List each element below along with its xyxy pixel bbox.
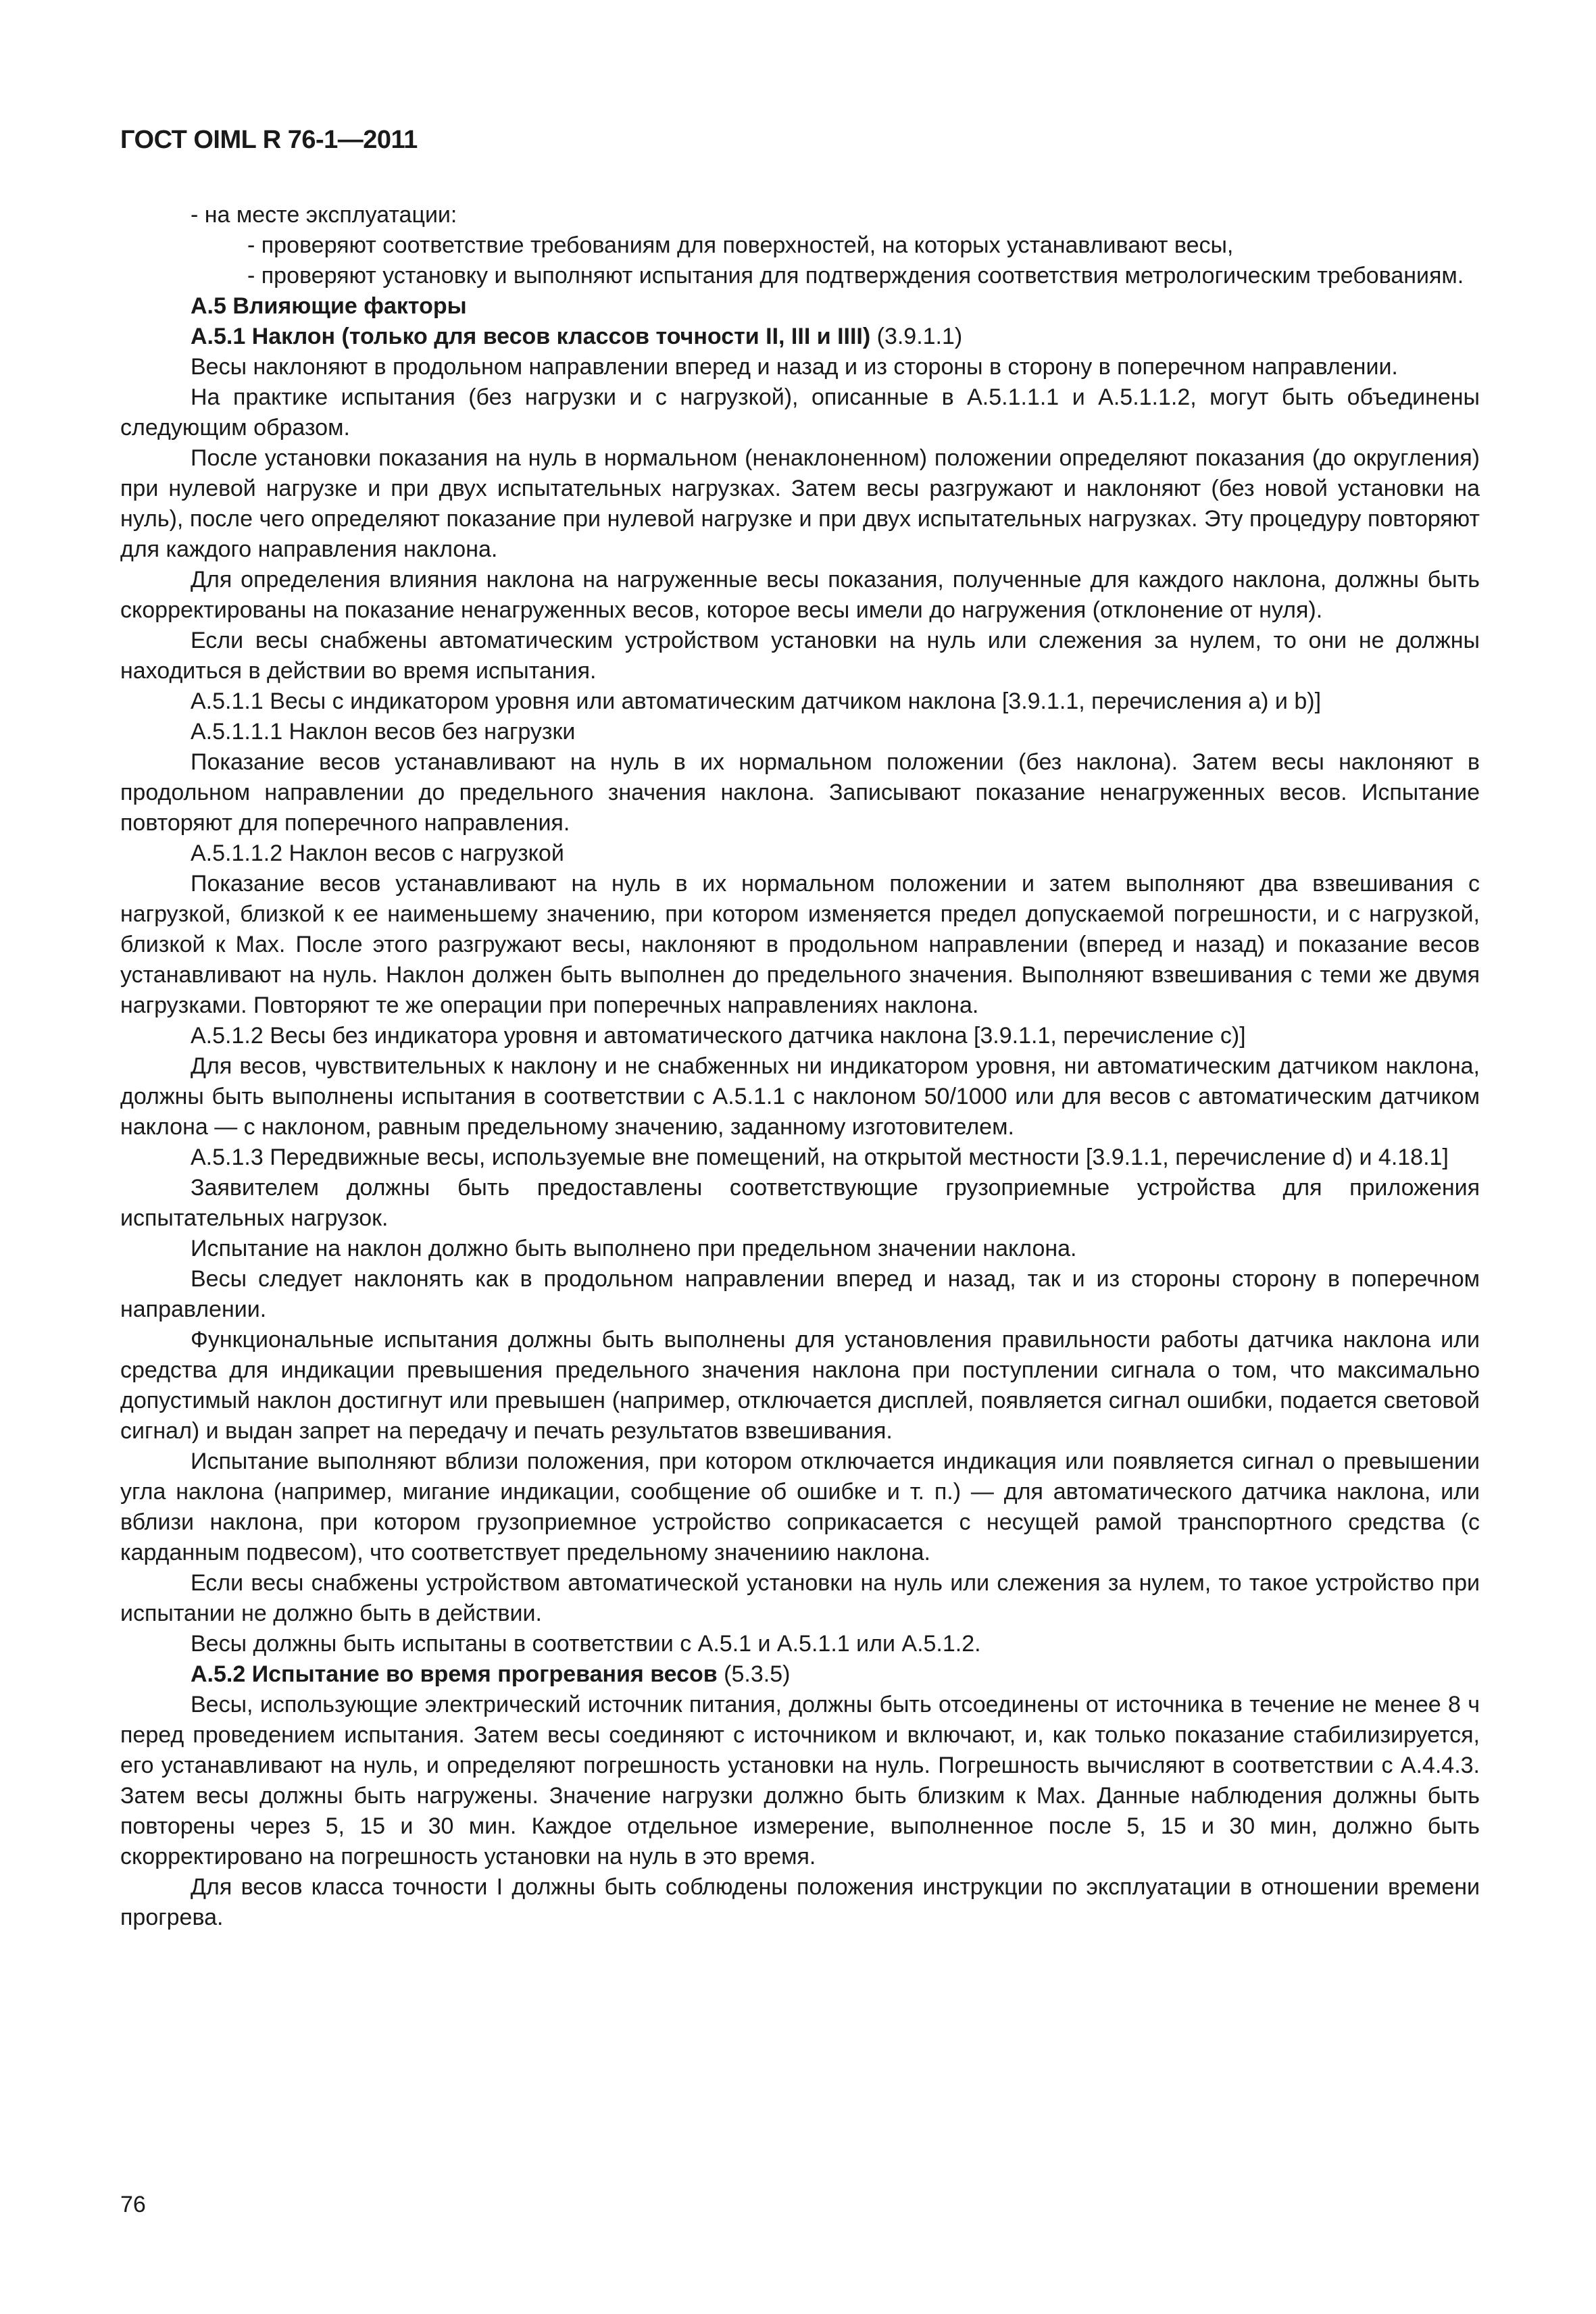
paragraph (120, 1872, 1480, 1933)
paragraph (120, 1234, 1480, 1264)
paragraph-text: Испытание на наклон должно быть выполнено при предельном значении наклона. (191, 1236, 1077, 1261)
paragraph-text: А.5.1.1.2 Наклон весов с нагрузкой (191, 840, 564, 866)
paragraph (120, 443, 1480, 565)
paragraph-text: - проверяют соответствие требованиям для поверхностей, на которых устанавливают весы, (247, 232, 1234, 258)
paragraph (120, 565, 1480, 626)
section-heading: А.5 Влияющие факторы (191, 293, 467, 319)
paragraph (120, 1021, 1480, 1051)
paragraph (120, 1690, 1480, 1872)
paragraph-text: А.5.1.2 Весы без индикатора уровня и автоматического датчика наклона [3.9.1.1, перечисление с)] (191, 1023, 1246, 1049)
paragraph (120, 1142, 1480, 1173)
paragraph (120, 1659, 1480, 1690)
paragraph (120, 382, 1480, 443)
paragraph-text: На практике испытания (без нагрузки и с нагрузкой), описанные в А.5.1.1.1 и А.5.1.1.2, могут быть объединены следующим образом. (120, 384, 1480, 441)
paragraph (120, 261, 1480, 291)
paragraph-text: Для весов класса точности I должны быть соблюдены положения инструкции по эксплуатации в отношении времени прогрева. (120, 1874, 1480, 1930)
document-body (120, 200, 1480, 1933)
paragraph (120, 322, 1480, 352)
paragraph-text: - на месте эксплуатации: (191, 202, 457, 228)
paragraph-text: - проверяют установку и выполняют испытания для подтверждения соответствия метрологическим требованиям. (247, 263, 1464, 288)
document-header: ГОСТ OIML R 76-1—2011 (120, 126, 418, 154)
paragraph-text: Весы следует наклонять как в продольном направлении вперед и назад, так и из стороны сторону в поперечном направлении. (120, 1266, 1480, 1322)
paragraph (120, 1051, 1480, 1142)
paragraph (120, 626, 1480, 686)
paragraph (120, 869, 1480, 1021)
paragraph-text: А.5.1.1 Весы с индикатором уровня или автоматическим датчиком наклона [3.9.1.1, перечисления а) и b)] (191, 688, 1322, 714)
paragraph-text: Весы, использующие электрический источник питания, должны быть отсоединены от источника в течение не менее 8 ч перед проведением испытания. Затем весы соединяют с источником и включают, и, как только показание стабилизируется, его устанавливают на нуль, и определяют погрешность установки на нуль. Погрешность вычисляют в соответствии с А.4.4.3. Затем весы должны быть нагружены. Значение нагрузки должно быть близким к Max. Данные наблюдения должны быть повторены через 5, 15 и 30 мин. Каждое отдельное измерение, выполненное после 5, 15 и 30 мин, должно быть скорректировано на погрешность установки на нуль в это время. (120, 1692, 1480, 1869)
paragraph-text: (5.3.5) (717, 1661, 791, 1687)
paragraph-text: Весы наклоняют в продольном направлении вперед и назад и из стороны в сторону в поперечном направлении. (191, 354, 1398, 380)
paragraph-text: Если весы снабжены устройством автоматической установки на нуль или слежения за нулем, то такое устройство при испытании не должно быть в действии. (120, 1570, 1480, 1626)
paragraph-text: Функциональные испытания должны быть выполнены для установления правильности работы датчика наклона или средства для индикации превышения предельного значения наклона при поступлении сигнала о том, что максимально допустимый наклон достигнут или превышен (например, отключается дисплей, появляется сигнал ошибки, подается световой сигнал) и выдан запрет на передачу и печать результатов взвешивания. (120, 1327, 1480, 1444)
paragraph-text: Испытание выполняют вблизи положения, при котором отключается индикация или появляется сигнал о превышении угла наклона (например, мигание индикации, сообщение об ошибке и т. п.) — для автоматического датчика наклона, или вблизи наклона, при котором грузоприемное устройство соприкасается с несущей рамой транспортного средства (с карданным подвесом), что соответствует предельному значениию наклона. (120, 1449, 1480, 1565)
paragraph-text: Если весы снабжены автоматическим устройством установки на нуль или слежения за нулем, то они не должны находиться в действии во время испытания. (120, 628, 1480, 684)
section-heading: А.5.1 Наклон (только для весов классов точности II, III и IIII) (191, 324, 871, 349)
paragraph-text: Показание весов устанавливают на нуль в их нормальном положении (без наклона). Затем весы наклоняют в продольном направлении до предельного значения наклона. Записывают показание ненагруженных весов. Испытание повторяют для поперечного направления. (120, 749, 1480, 836)
paragraph-text: Для определения влияния наклона на нагруженные весы показания, полученные для каждого наклона, должны быть скорректированы на показание ненагруженных весов, которое весы имели до нагружения (отклонение от нуля). (120, 567, 1480, 623)
paragraph (120, 717, 1480, 747)
paragraph-text: А.5.1.3 Передвижные весы, используемые вне помещений, на открытой местности [3.9.1.1, перечисление d) и 4.18.1] (191, 1145, 1449, 1170)
paragraph (120, 200, 1480, 230)
paragraph (120, 1325, 1480, 1447)
paragraph-text: (3.9.1.1) (870, 324, 963, 349)
paragraph-text: Заявителем должны быть предоставлены соответствующие грузоприемные устройства для приложения испытательных нагрузок. (120, 1175, 1480, 1231)
section-heading: А.5.2 Испытание во время прогревания весов (191, 1661, 718, 1687)
paragraph (120, 747, 1480, 838)
paragraph (120, 1629, 1480, 1659)
paragraph (120, 686, 1480, 717)
paragraph-text: Для весов, чувствительных к наклону и не снабженных ни индикатором уровня, ни автоматическим датчиком наклона, должны быть выполнены испытания в соответствии с А.5.1.1 с наклоном 50/1000 или для весов с автоматическим датчиком наклона — с наклоном, равным предельному значению, заданному изготовителем. (120, 1053, 1480, 1140)
paragraph (120, 352, 1480, 382)
paragraph (120, 838, 1480, 869)
paragraph (120, 1264, 1480, 1325)
paragraph-text: После установки показания на нуль в нормальном (ненаклоненном) положении определяют показания (до округления) при нулевой нагрузке и при двух испытательных нагрузках. Затем весы разгружают и наклоняют (без новой установки на нуль), после чего определяют показание при нулевой нагрузке и при двух испытательных нагрузках. Эту процедуру повторяют для каждого направления наклона. (120, 445, 1480, 562)
paragraph (120, 291, 1480, 322)
paragraph-text: Весы должны быть испытаны в соответствии с А.5.1 и А.5.1.1 или А.5.1.2. (191, 1631, 981, 1657)
paragraph-text: Показание весов устанавливают на нуль в их нормальном положении и затем выполняют два взвешивания с нагрузкой, близкой к ее наименьшему значению, при котором изменяется предел допускаемой погрешности, и с нагрузкой, близкой к Max. После этого разгружают весы, наклоняют в продольном направлении (вперед и назад) и показание весов устанавливают на нуль. Наклон должен быть выполнен до предельного значения. Выполняют взвешивания с теми же двумя нагрузками. Повторяют те же операции при поперечных направлениях наклона. (120, 871, 1480, 1018)
paragraph (120, 1568, 1480, 1629)
paragraph (120, 1173, 1480, 1234)
page-number: 76 (120, 2192, 146, 2217)
paragraph (120, 1447, 1480, 1568)
paragraph (120, 230, 1480, 261)
paragraph-text: А.5.1.1.1 Наклон весов без нагрузки (191, 719, 576, 745)
